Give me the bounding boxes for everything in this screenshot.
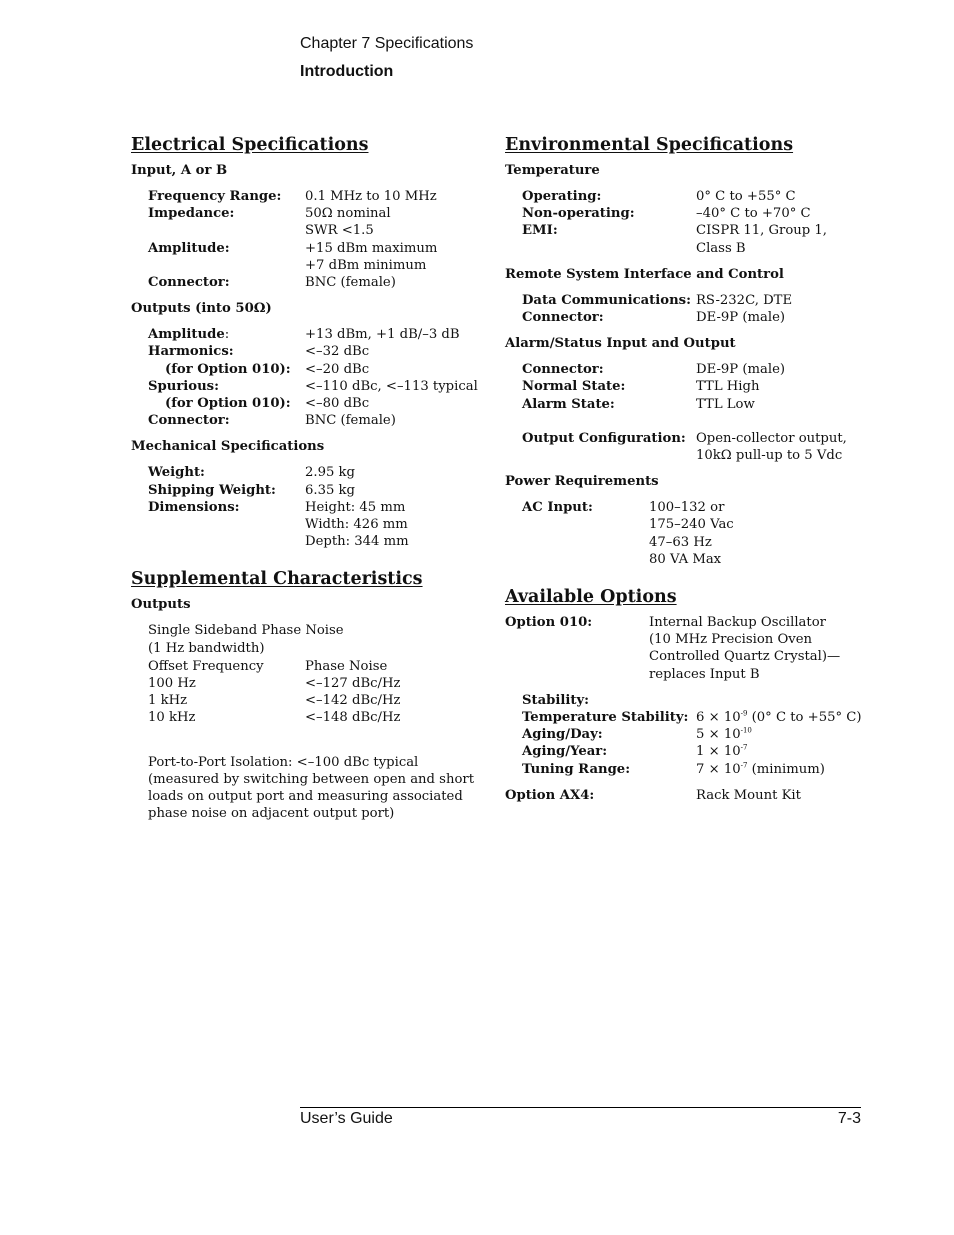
spec-label: Data Communications: xyxy=(522,292,691,308)
option-ax4 xyxy=(505,787,865,804)
stability-specs xyxy=(505,692,865,778)
spec-value: RS-232C, DTE xyxy=(696,292,793,308)
option-010: Option 010: Internal Backup Oscillator (10 MHz Precision Oven Controlled Quartz Crystal)— replaces Input B xyxy=(505,614,865,683)
spec-value: 80 VA Max xyxy=(649,551,722,567)
spec-value: DE-9P (male) xyxy=(696,310,786,326)
spec-label: Non-operating: xyxy=(522,206,635,222)
output-specs: Amplitude: +13 dBm, +1 dB/–3 dB Harmonics: <–32 dBc (for Option 010): <–20 dBc Spurious: <–110 dBc, <–113 typical (for Option 010): <–80 dBc Connector: BNC (female) xyxy=(131,326,496,429)
spec-value: 0° C to +55° C xyxy=(696,189,796,204)
chapter-header: Chapter 7 Specifications xyxy=(300,35,474,52)
mechanical-heading: Mechanical Specifications xyxy=(131,439,325,455)
left-column xyxy=(131,134,496,822)
ssb-line: Single Sideband Phase Noise xyxy=(148,623,344,639)
spec-label: Alarm State: xyxy=(522,396,615,412)
spec-value: CISPR 11, Group 1, xyxy=(696,223,827,239)
spec-label: Tuning Range: xyxy=(522,761,631,777)
mechanical-specs xyxy=(131,464,496,550)
spec-value: TTL High xyxy=(696,379,760,395)
spec-label: Dimensions: xyxy=(148,499,240,515)
spec-label: Normal State: xyxy=(522,379,626,395)
option-value: Internal Backup Oscillator xyxy=(649,615,826,631)
temperature-specs xyxy=(505,188,865,257)
spec-value: Open-collector output, xyxy=(696,430,847,446)
spec-value: 175–240 Vac xyxy=(649,517,734,533)
spec-value: <–32 dBc xyxy=(305,344,370,360)
spec-label: Stability: xyxy=(522,692,590,708)
spec-label: Spurious: xyxy=(148,378,219,394)
spec-value: $6 \times 10^{-9}$ (0° C to +55° C) xyxy=(696,709,862,726)
spec-label: Operating: xyxy=(522,189,602,204)
temperature-heading: Temperature xyxy=(505,163,600,178)
spec-value: 2.95 kg xyxy=(305,465,355,481)
option-label: Option 010: xyxy=(505,615,593,631)
spec-value: TTL Low xyxy=(696,396,755,412)
spec-value: –40° C to +70° C xyxy=(696,206,811,222)
option-label: Option AX4: xyxy=(505,787,595,803)
spec-value: <–110 dBc, <–113 typical xyxy=(305,378,478,394)
remote-specs xyxy=(505,292,865,326)
table-row: 1 kHz <–142 dBc/Hz xyxy=(148,693,401,709)
spec-value: <–20 dBc xyxy=(305,361,370,377)
spec-label: Harmonics: xyxy=(148,344,234,360)
remote-heading: Remote System Interface and Control xyxy=(505,266,784,282)
spec-label: Output Configuration: xyxy=(522,430,686,446)
spec-value: Depth: 344 mm xyxy=(305,534,409,550)
footer-rule xyxy=(300,1107,861,1108)
spec-label: Connector: xyxy=(522,362,604,378)
spec-value: +13 dBm, +1 dB/–3 dB xyxy=(305,327,460,343)
spec-label: AC Input: xyxy=(522,500,593,516)
spec-label: Connector: xyxy=(148,413,230,429)
section-header: Introduction xyxy=(300,63,394,80)
alarm-specs xyxy=(505,361,865,464)
spec-value: Class B xyxy=(696,240,746,256)
table-header: Offset Frequency xyxy=(148,658,264,674)
spec-value: Height: 45 mm xyxy=(305,499,406,515)
table-row: 10 kHz <–148 dBc/Hz xyxy=(148,710,401,726)
spec-value: 6.35 kg xyxy=(305,482,355,498)
spec-value: 10kΩ pull-up to 5 Vdc xyxy=(696,448,843,464)
right-column xyxy=(505,134,865,804)
spec-label: (for Option 010): xyxy=(165,396,291,412)
ssb-line: (1 Hz bandwidth) xyxy=(148,640,265,656)
input-heading: Input, A or B xyxy=(131,163,228,178)
spec-label: Temperature Stability: xyxy=(522,710,689,726)
spec-value: Width: 426 mm xyxy=(305,517,408,533)
spec-value: $1 \times 10^{-7}$ xyxy=(696,744,748,760)
isolation-text: Port-to-Port Isolation: <–100 dBc typical (measured by switching between open and short loads on output port and measuring associated phase noise on adjacent output port) xyxy=(148,754,474,822)
spec-label: Frequency Range: xyxy=(148,189,282,204)
phase-noise-block xyxy=(131,622,496,822)
spec-label: Aging/Day: xyxy=(522,727,603,743)
spec-value: 0.1 MHz to 10 MHz xyxy=(305,189,437,204)
spec-value: BNC (female) xyxy=(305,275,396,291)
spec-value: SWR <1.5 xyxy=(305,223,374,239)
alarm-heading: Alarm/Status Input and Output xyxy=(505,336,736,352)
spec-value: BNC (female) xyxy=(305,413,396,429)
spec-value: DE-9P (male) xyxy=(696,362,786,378)
footer-title: User’s Guide xyxy=(300,1110,393,1127)
electrical-specs-heading: Electrical Specifications xyxy=(131,135,369,155)
spec-value: <–80 dBc xyxy=(305,396,370,412)
spec-label: EMI: xyxy=(522,223,558,239)
option-value: Rack Mount Kit xyxy=(696,787,801,803)
spec-value: 50Ω nominal xyxy=(305,206,391,222)
spec-value: 100–132 or xyxy=(649,500,725,516)
supplemental-heading: Supplemental Characteristics xyxy=(131,569,423,590)
spec-label: (for Option 010): xyxy=(165,361,291,377)
power-heading: Power Requirements xyxy=(505,474,659,490)
spec-label: Aging/Year: xyxy=(522,744,608,760)
supplemental-outputs-heading: Outputs xyxy=(131,597,191,613)
environmental-heading: Environmental Specifications xyxy=(505,135,794,155)
spec-label: Amplitude xyxy=(148,327,225,343)
spec-label: Impedance: xyxy=(148,206,235,222)
input-specs xyxy=(131,188,496,291)
spec-label: Shipping Weight: xyxy=(148,482,276,498)
spec-value: +15 dBm maximum xyxy=(305,240,438,256)
spec-value: +7 dBm minimum xyxy=(305,257,427,273)
options-heading: Available Options xyxy=(505,587,677,608)
power-specs xyxy=(505,499,865,568)
spec-label: Weight: xyxy=(148,465,205,481)
table-row: 100 Hz <–127 dBc/Hz xyxy=(148,676,401,692)
spec-value: $7 \times 10^{-7}$ (minimum) xyxy=(696,761,825,777)
spec-value: 47–63 Hz xyxy=(649,534,712,550)
spec-label: Amplitude: xyxy=(148,240,230,256)
outputs-heading: Outputs (into 50Ω) xyxy=(131,301,272,317)
spec-label: Connector: xyxy=(522,310,604,326)
spec-label: Connector: xyxy=(148,275,230,291)
spec-value: $5 \times 10^{-10}$ xyxy=(696,726,752,743)
page-number: 7-3 xyxy=(837,1110,861,1127)
table-header: Phase Noise xyxy=(305,658,388,674)
